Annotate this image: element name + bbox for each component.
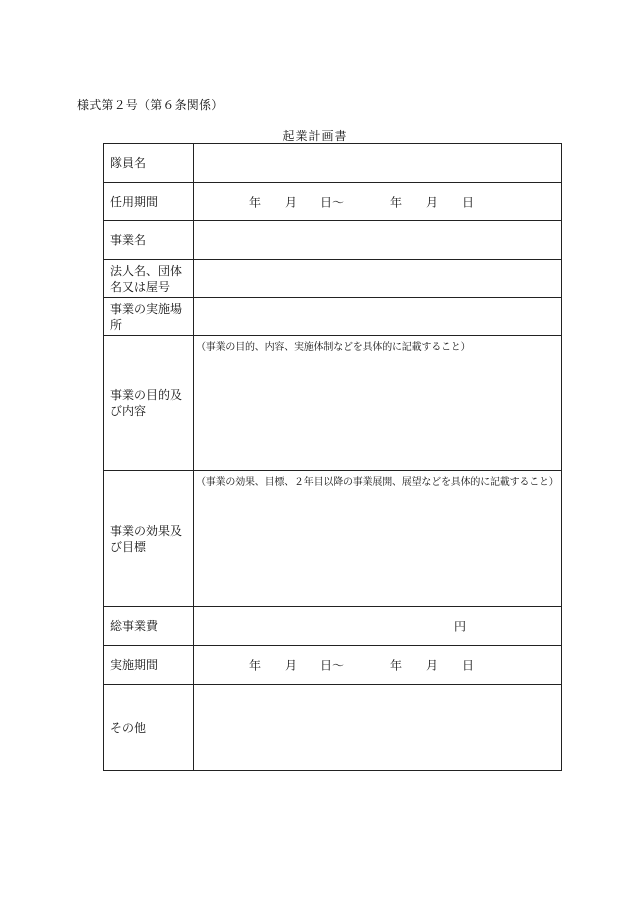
row-implementation-period bbox=[104, 646, 562, 685]
row-other bbox=[104, 685, 562, 771]
location-label bbox=[104, 298, 194, 336]
start-month-unit: 月 bbox=[285, 195, 298, 209]
effect-label bbox=[104, 471, 194, 607]
corporate-name-label bbox=[104, 260, 194, 298]
purpose-label-line2: び内容 bbox=[110, 404, 147, 418]
impl-end-month-unit: 月 bbox=[426, 658, 439, 673]
end-day-unit: 日 bbox=[462, 195, 475, 209]
purpose-label bbox=[104, 336, 194, 471]
corporate-name-field[interactable] bbox=[194, 260, 562, 298]
location-label-line1: 事業の実施場 bbox=[110, 301, 183, 316]
total-cost-label: 総事業費 bbox=[104, 607, 194, 646]
member-name-field[interactable] bbox=[194, 144, 562, 183]
impl-start-month-unit: 月 bbox=[285, 658, 298, 673]
end-year-unit: 年 bbox=[390, 195, 403, 209]
appointment-period-field[interactable] bbox=[194, 183, 562, 221]
effect-note: （事業の効果、目標、２年目以降の事業展開、展望などを具体的に記載すること） bbox=[196, 477, 559, 488]
start-day-unit: 日～ bbox=[320, 195, 345, 209]
row-appointment-period bbox=[104, 183, 562, 221]
purpose-label-line1: 事業の目的及 bbox=[110, 388, 183, 402]
effect-field[interactable] bbox=[194, 471, 562, 607]
impl-end-year-unit: 年 bbox=[390, 658, 403, 673]
business-name-field[interactable] bbox=[194, 221, 562, 260]
yen-unit: 円 bbox=[453, 619, 466, 634]
business-name-label: 事業名 bbox=[104, 221, 194, 260]
row-business-name bbox=[104, 221, 562, 260]
row-corporate-name bbox=[104, 260, 562, 298]
impl-start-year-unit: 年 bbox=[249, 658, 262, 673]
start-year-unit: 年 bbox=[249, 195, 262, 209]
effect-label-line1: 事業の効果及 bbox=[110, 523, 183, 538]
corporate-name-label-line1: 法人名、団体 bbox=[110, 263, 183, 278]
member-name-label: 隊員名 bbox=[104, 144, 194, 183]
row-location bbox=[104, 298, 562, 336]
total-cost-field[interactable] bbox=[194, 607, 562, 646]
purpose-field[interactable] bbox=[194, 336, 562, 471]
location-field[interactable] bbox=[194, 298, 562, 336]
location-label-line2: 所 bbox=[110, 317, 123, 332]
appointment-period-label: 任用期間 bbox=[104, 183, 194, 221]
row-effect bbox=[104, 471, 562, 607]
row-purpose bbox=[104, 336, 562, 471]
effect-label-line2: び目標 bbox=[110, 539, 147, 554]
impl-start-day-unit: 日～ bbox=[320, 658, 345, 673]
purpose-note: （事業の目的、内容、実施体制などを具体的に記載すること） bbox=[196, 342, 471, 353]
document-title: 起業計画書 bbox=[282, 129, 348, 143]
end-month-unit: 月 bbox=[426, 195, 439, 209]
other-label: その他 bbox=[104, 685, 194, 771]
impl-end-day-unit: 日 bbox=[462, 658, 475, 673]
corporate-name-label-line2: 名又は屋号 bbox=[110, 279, 171, 294]
implementation-period-field[interactable] bbox=[194, 646, 562, 685]
form-number: 様式第２号（第６条関係） bbox=[77, 98, 224, 112]
business-plan-table bbox=[103, 143, 562, 771]
row-total-cost bbox=[104, 607, 562, 646]
implementation-period-label: 実施期間 bbox=[104, 646, 194, 685]
row-member-name bbox=[104, 144, 562, 183]
other-field[interactable] bbox=[194, 685, 562, 771]
